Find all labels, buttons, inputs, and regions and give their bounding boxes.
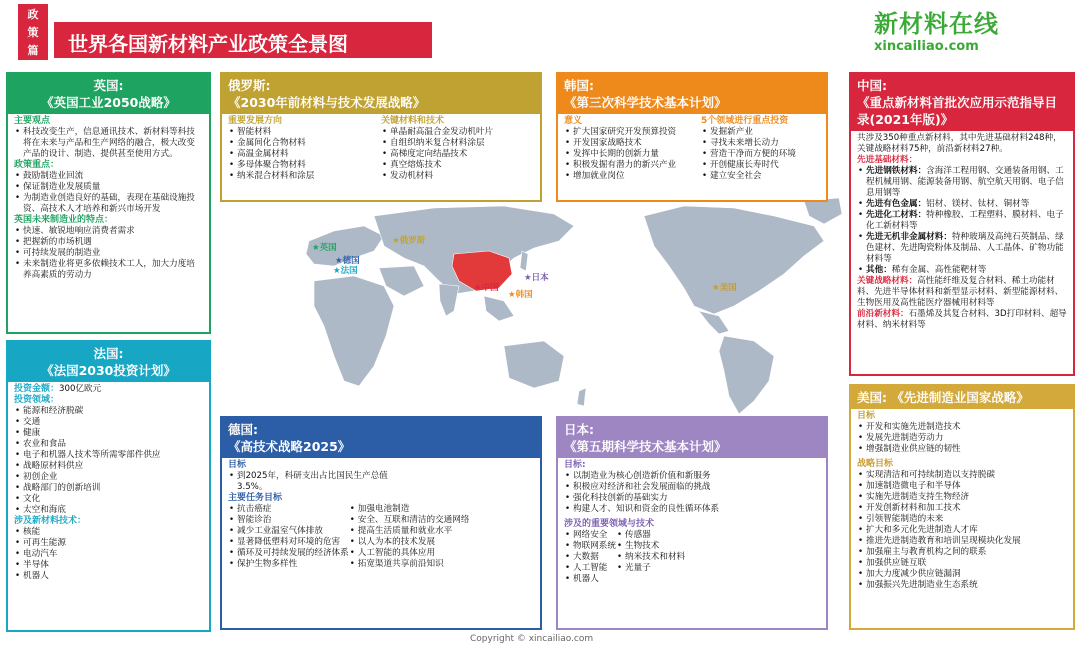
usa-item: • 实现清洁和可持续制造以支持脱碳 [857,470,1067,481]
china-item: • 其他：稀有金属、高性能靶材等 [857,265,1067,276]
germany-item: • 减少工业温室气体排放 [228,526,349,537]
map-marker-korea[interactable]: ★韩国 [508,290,533,300]
france-plan: 《法国2030投资计划》 [41,363,176,378]
uk-item: • 把握新的市场机遇 [14,237,203,248]
france-item: • 机器人 [14,571,203,582]
france-item: • 战略原材料供应 [14,461,203,472]
russia-item: • 高梯度定向结晶技术 [381,149,534,160]
uk-item: • 快速、敏锐地响应消费者需求 [14,226,203,237]
japan-item: • 机器人 [564,574,616,585]
germany-item: • 以人为本的技术发展 [349,537,470,548]
france-item: • 农业和食品 [14,439,203,450]
germany-item: • 安全、互联和清洁的交通网络 [349,515,470,526]
france-item: • 战略部门的创新培训 [14,483,203,494]
korea-header [558,74,826,114]
france-invest-label: 投资金额： [14,384,60,394]
japan-panel [556,416,828,630]
korea-panel [556,72,828,202]
russia-item: • 单晶耐高温合金发动机叶片 [381,127,534,138]
germany-item: • 抗击癌症 [228,504,349,515]
russia-panel [220,72,542,202]
china-text: 高性能纤维及复合材料、稀土功能材料、先进半导体材料和新型显示材料、新型能源材料、生物医用及高性能医疗器械用材料等 [857,276,1064,308]
china-section-title: 关键战略材料： [857,276,918,286]
korea-section-title: 意义 [564,116,583,126]
germany-name: 德国: [228,422,258,437]
usa-section-title: 目标 [857,411,876,421]
uk-plan: 《英国工业2050战略》 [41,95,176,110]
japan-header [558,418,826,458]
germany-item: • 显著降低塑料对环境的危害 [228,537,349,548]
usa-item: • 实施先进制造支持生物经济 [857,492,1067,503]
germany-panel [220,416,542,630]
usa-item: • 开发和实施先进制造技术 [857,422,1067,433]
uk-section-title: 政策重点： [14,160,60,170]
usa-panel [849,384,1075,630]
korea-item: • 营造干净而方便的环境 [701,149,820,160]
russia-plan: 《2030年前材料与技术发展战略》 [228,95,426,110]
france-name: 法国: [93,346,124,361]
usa-item: • 增强制造业供应链的韧性 [857,444,1067,455]
russia-item: • 发动机材料 [381,171,534,182]
japan-item: • 网络安全 [564,530,616,541]
germany-section-title: 主要任务目标 [228,493,283,503]
russia-item: • 高温金属材料 [228,149,381,160]
korea-item: • 开创健康长寿时代 [701,160,820,171]
usa-item: • 加强雇主与教育机构之间的联系 [857,547,1067,558]
russia-item: • 智能材料 [228,127,381,138]
japan-item: • 大数据 [564,552,616,563]
japan-item: • 物联网系统 [564,541,616,552]
russia-item: • 纳米混合材料和涂层 [228,171,381,182]
uk-item: • 可持续发展的制造业 [14,248,203,259]
germany-section-title: 目标 [228,460,247,470]
china-name: 中国: [857,78,887,93]
korea-item: • 增加就业岗位 [564,171,701,182]
france-item: • 电子和机器人技术等所需零部件供应 [14,450,203,461]
china-plan: 《重点新材料首批次应用示范指导目录(2021年版)》 [857,95,1058,127]
germany-item: • 人工智能的具体应用 [349,548,470,559]
russia-header [222,74,540,114]
japan-plan: 《第五期科学技术基本计划》 [564,439,727,454]
japan-item: • 人工智能 [564,563,616,574]
map-marker-uk[interactable]: ★英国 [312,243,337,253]
page-title: 世界各国新材料产业政策全景图 [68,32,348,56]
france-item: • 交通 [14,417,203,428]
russia-item: • 多母体聚合物材料 [228,160,381,171]
russia-name: 俄罗斯: [228,78,271,93]
map-marker-france[interactable]: ★法国 [333,266,358,276]
korea-item: • 发挥中长期的创新力量 [564,149,701,160]
china-intro: 共涉及350种重点新材料，其中先进基础材料248种，关键战略材料75种，前沿新材料27种。 [857,133,1062,154]
germany-item: • 循环及可持续发展的经济体系 [228,548,349,559]
france-item: • 可再生能源 [14,538,203,549]
title-bar [54,22,432,58]
germany-header [222,418,540,458]
uk-section-title: 英国未来制造业的特点： [14,215,114,225]
korea-plan: 《第三次科学技术基本计划》 [564,95,727,110]
russia-section-title: 关键材料和技术 [381,116,445,126]
korea-section-title: 5个领域进行重点投资 [700,116,789,126]
china-item: • 先进钢铁材料：含海洋工程用钢、交通装备用钢、工程机械用钢、能源装备用钢、航空航天用钢、电子信息用钢等 [857,166,1067,199]
map-marker-japan[interactable]: ★日本 [524,273,549,283]
usa-section-title: 战略目标 [857,459,894,469]
uk-section-title: 主要观点 [14,116,51,126]
uk-item: • 科技改变生产，信息通讯技术、新材料等科技将在未来与产品和生产网络的融合，极大改变产品的设计、制造、提供甚至使用方式。 [14,127,203,160]
korea-item: • 建立安全社会 [701,171,820,182]
japan-item: • 以制造业为核心创造新价值和新服务 [564,471,820,482]
uk-name: 英国: [93,78,124,93]
usa-item: • 加大力度减少供应链漏洞 [857,569,1067,580]
logo-url: xincailiao.com [874,39,979,54]
germany-item: • 提高生活质量和就业水平 [349,526,470,537]
usa-item: • 开发创新材料和加工技术 [857,503,1067,514]
japan-item: • 传感器 [616,530,685,541]
copyright: Copyright © xincailiao.com [470,634,594,644]
china-item: • 先进化工材料：特种橡胶、工程塑料、膜材料、电子化工新材料等 [857,210,1067,232]
site-logo[interactable] [874,4,1034,56]
korea-item: • 扩大国家研究开发预算投资 [564,127,701,138]
china-item: • 先进有色金属：铝材、镁材、钛材、铜材等 [857,199,1067,210]
russia-item: • 金属间化合物材料 [228,138,381,149]
usa-plan: 《先进制造业国家战略》 [891,390,1029,405]
uk-item: • 未来制造业将更多依赖技术工人，加大力度培养高素质的劳动力 [14,259,203,281]
china-section-title: 先进基础材料： [857,155,918,165]
germany-plan: 《高技术战略2025》 [228,439,351,454]
korea-item: • 寻找未来增长动力 [701,138,820,149]
france-item: • 健康 [14,428,203,439]
usa-item: • 引领智能制造的未来 [857,514,1067,525]
usa-item: • 发展先进制造劳动力 [857,433,1067,444]
china-header [851,74,1073,131]
japan-item: • 光量子 [616,563,685,574]
map-marker-china[interactable]: ★中国 [474,283,499,293]
japan-section-title: 目标: [564,460,586,470]
world-map [214,196,844,418]
france-header [8,342,209,382]
map-marker-germany[interactable]: ★德国 [335,256,360,266]
korea-name: 韩国: [564,78,594,93]
uk-item: • 保证制造业发展质量 [14,182,203,193]
france-section-title: 投资领域： [14,395,60,405]
usa-item: • 加强振兴先进制造业生态系统 [857,580,1067,591]
germany-item: • 智能诊治 [228,515,349,526]
korea-item: • 积极发掘有潜力的新兴产业 [564,160,701,171]
france-section-title: 涉及新材料技术： [14,516,87,526]
usa-item: • 加强供应链互联 [857,558,1067,569]
france-item: • 核能 [14,527,203,538]
tag-char: 篇 [27,44,39,57]
france-panel [6,340,211,632]
france-item: • 太空和海底 [14,505,203,516]
uk-item: • 为制造业创造良好的基础，表现在基础设施投资、高技术人才培养和新兴市场开发 [14,193,203,215]
uk-item: • 鼓励制造业回流 [14,171,203,182]
france-item: • 电动汽车 [14,549,203,560]
china-panel [849,72,1075,376]
france-item: • 能源和经济脱碳 [14,406,203,417]
usa-item: • 加速制造微电子和半导体 [857,481,1067,492]
france-invest-value: 300亿欧元 [59,384,102,394]
usa-name: 美国: [857,390,887,405]
china-item: • 先进无机非金属材料：特种玻璃及高纯石英制品、绿色建材、先进陶瓷粉体及制品、人工晶体、矿物功能材料等 [857,232,1067,265]
uk-header [8,74,209,114]
china-text: 石墨烯及其复合材料、3D打印材料、超导材料、纳米材料等 [857,309,1067,330]
uk-panel [6,72,211,334]
france-item: • 初创企业 [14,472,203,483]
usa-header [851,386,1073,409]
usa-item: • 扩大和多元化先进制造人才库 [857,525,1067,536]
japan-item: • 积极应对经济和社会发展面临的挑战 [564,482,820,493]
france-item: • 半导体 [14,560,203,571]
japan-section-title: 涉及的重要领域与技术 [564,519,655,529]
germany-item: • 加强电池制造 [349,504,470,515]
tag-char: 策 [27,26,39,39]
korea-item: • 开发国家战略技术 [564,138,701,149]
japan-item: • 强化科技创新的基础实力 [564,493,820,504]
map-marker-russia[interactable]: ★俄罗斯 [392,236,426,246]
china-section-title: 前沿新材料： [857,309,909,319]
map-marker-usa[interactable]: ★美国 [712,283,737,293]
russia-item: • 真空熔炼技术 [381,160,534,171]
japan-name: 日本: [564,422,594,437]
tag-char: 政 [27,8,39,21]
germany-item: • 保护生物多样性 [228,559,349,570]
germany-item: • 拓宽渠道共享前沿知识 [349,559,470,570]
russia-section-title: 重要发展方向 [228,116,283,126]
japan-item: • 构建人才、知识和资金的良性循环体系 [564,504,820,515]
germany-item: • 到2025年，科研支出占比国民生产总值3.5%。 [228,471,412,493]
russia-item: • 自组织纳米复合材料涂层 [381,138,534,149]
logo-text: 新材料在线 [874,10,999,38]
japan-item: • 纳米技术和材料 [616,552,685,563]
usa-item: • 推进先进制造教育和培训呈现模块化发展 [857,536,1067,547]
category-tag [18,4,48,60]
france-item: • 文化 [14,494,203,505]
korea-item: • 发掘新产业 [701,127,820,138]
japan-item: • 生物技术 [616,541,685,552]
